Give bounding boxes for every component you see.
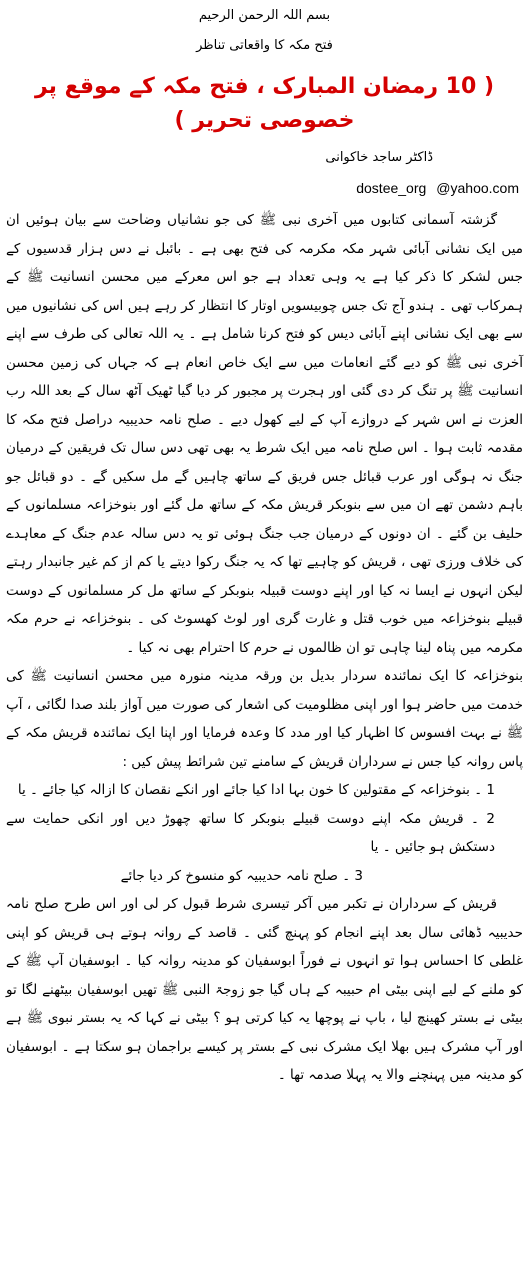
author-email	[6, 178, 523, 198]
paragraph-2: بنوخزاعہ کا ایک نمائندہ سردار بدیل بن ورقہ مدینہ منورہ میں محسن انسانیت ﷺ کی خدمت میں حاضر ہوا اور اپنی مظلومیت کی اشعار کی صورت میں آواز بلند صدا لگائی ، آپ ﷺ نے بہت افسوس کا اظہار کیا اور مدد کا وعدہ فرمایا اور اپنا ایک نمائندہ قریش مکہ کے پاس روانہ کیا جس نے سرداران قریش کے سامنے تین شرائط پیش کیں :	[6, 668, 523, 770]
author-name: ڈاکٹر ساجد خاکوانی	[325, 150, 433, 165]
condition-3: 3 ۔ صلح نامہ حدیبیہ کو منسوخ کر دیا جائے	[120, 867, 363, 884]
article-page	[0, 6, 529, 1264]
email-user: dostee_org	[356, 180, 427, 196]
email-domain: @yahoo.com	[436, 180, 519, 196]
article-headline: ( 10 رمضان المبارک ، فتح مکہ کے موقع پر خصوصی تحریر )	[35, 74, 494, 133]
condition-2: 2 ۔ قریش مکہ اپنے دوست قبیلے بنوبکر کا ساتھ چھوڑ دیں اور انکی حمایت سے دستکش ہو جائیں ۔ یا	[6, 810, 495, 855]
paragraph-3: قریش کے سرداران نے تکبر میں آکر تیسری شرط قبول کر لی اور اس طرح صلح نامہ حدیبیہ ڈھائی سال بعد اپنے انجام کو پہنچ گئی ۔ قاصد کے روانہ ہوتے ہی قریش کو اپنی غلطی کا احساس ہوا تو انہوں نے فوراً ابوسفیان کو مدینہ روانہ کیا ۔ ابوسفیان آپ ﷺ کے کو ملنے کے لیے اپنی بیٹی ام حبیبہ کے ہاں گیا جو زوجۃ النبی ﷺ تھیں ابوسفیان بیٹھنے لگا تو بیٹی نے بستر کھینچ لیا ، باپ نے پوچھا یہ کیا کرتی ہو ؟ بیٹی نے کہا کہ یہ بستر نبوی ﷺ ہے اور آپ مشرک ہیں بھلا ایک مشرک نبی کے بستر پر کیسے براجمان ہو سکتا ہے ۔ ابوسفیان کو مدینہ میں پہنچنے والا یہ پہلا صدمہ تھا ۔	[6, 896, 523, 1083]
bismillah: بسم اللہ الرحمن الرحیم	[198, 8, 331, 23]
article-body	[6, 206, 523, 1090]
article-subtitle: فتح مکہ کا واقعاتی تناظر	[196, 38, 333, 53]
condition-1: 1 ۔ بنوخزاعہ کے مقتولین کا خون بہا ادا کیا جائے اور انکے نقصان کا ازالہ کیا جائے ۔ یا	[17, 782, 495, 798]
paragraph-1: گزشتہ آسمانی کتابوں میں آخری نبی ﷺ کی جو نشانیاں وضاحت سے بیان ہوئیں ان میں ایک نشانی آبائی شہر مکہ مکرمہ کی فتح بھی ہے ۔ بائبل نے دس ہزار قدسیوں کے جس لشکر کا ذکر کیا ہے یہ وہی تعداد ہے جو اس معرکے میں محسن انسانیت ﷺ کے ہمرکاب تھی ۔ ہندو آج تک جس چوبیسویں اوتار کا انتظار کر رہے ہیں اس کی نشانیوں میں سے بھی ایک نشانی اپنے آبائی دیس کو فتح کرنا شامل ہے ۔ یہ اللہ تعالی کی طرف سے اپنے آخری نبی ﷺ کو دیے گئے انعامات میں سے ایک خاص انعام ہے کہ جہاں کی زمین محسن انسانیت ﷺ پر تنگ کر دی گئی اور ہجرت پر مجبور کر دیا گیا ٹھیک آٹھ سال کے بعد اللہ رب العزت نے اس شہر کے دروازے آپ کے لیے کھول دیے ۔ صلح نامہ حدیبیہ دراصل فتح مکہ کا مقدمہ ثابت ہوا ۔ اس صلح نامہ میں ایک شرط یہ بھی تھی دس سال تک فریقین کے درمیان جنگ نہ ہوگی اور عرب قبائل جس فریق کے ساتھ چاہیں گے مل سکیں گے ۔ دو قبائل جو باہم دشمن تھے ان میں سے بنوبکر قریش مکہ کے ساتھ مل گئے اور بنوخزاعہ مسلمانوں کے حلیف بن گئے ۔ ان دونوں کے درمیان جب جنگ ہوئی تو یہ دس سالہ عدم جنگ کے معاہدے کی خلاف ورزی تھی ، قریش کو چاہیے تھا کہ یہ جنگ رکوا دیتے یا کم از کم غیر جانبدار رہتے لیکن انہوں نے ایسا نہ کیا اور اپنے دوست قبیلہ بنوبکر کے ساتھ مل کر مسلمانوں کے دوست قبیلے بنوخزاعہ میں خوب قتل و غارت گری اور لوٹ کھسوٹ کی ۔ بنوخزاعہ نے حرم مکہ مکرمہ میں پناہ لینا چاہی تو ان ظالموں نے حرم کا احترام بھی نہ کیا ۔	[6, 212, 523, 656]
